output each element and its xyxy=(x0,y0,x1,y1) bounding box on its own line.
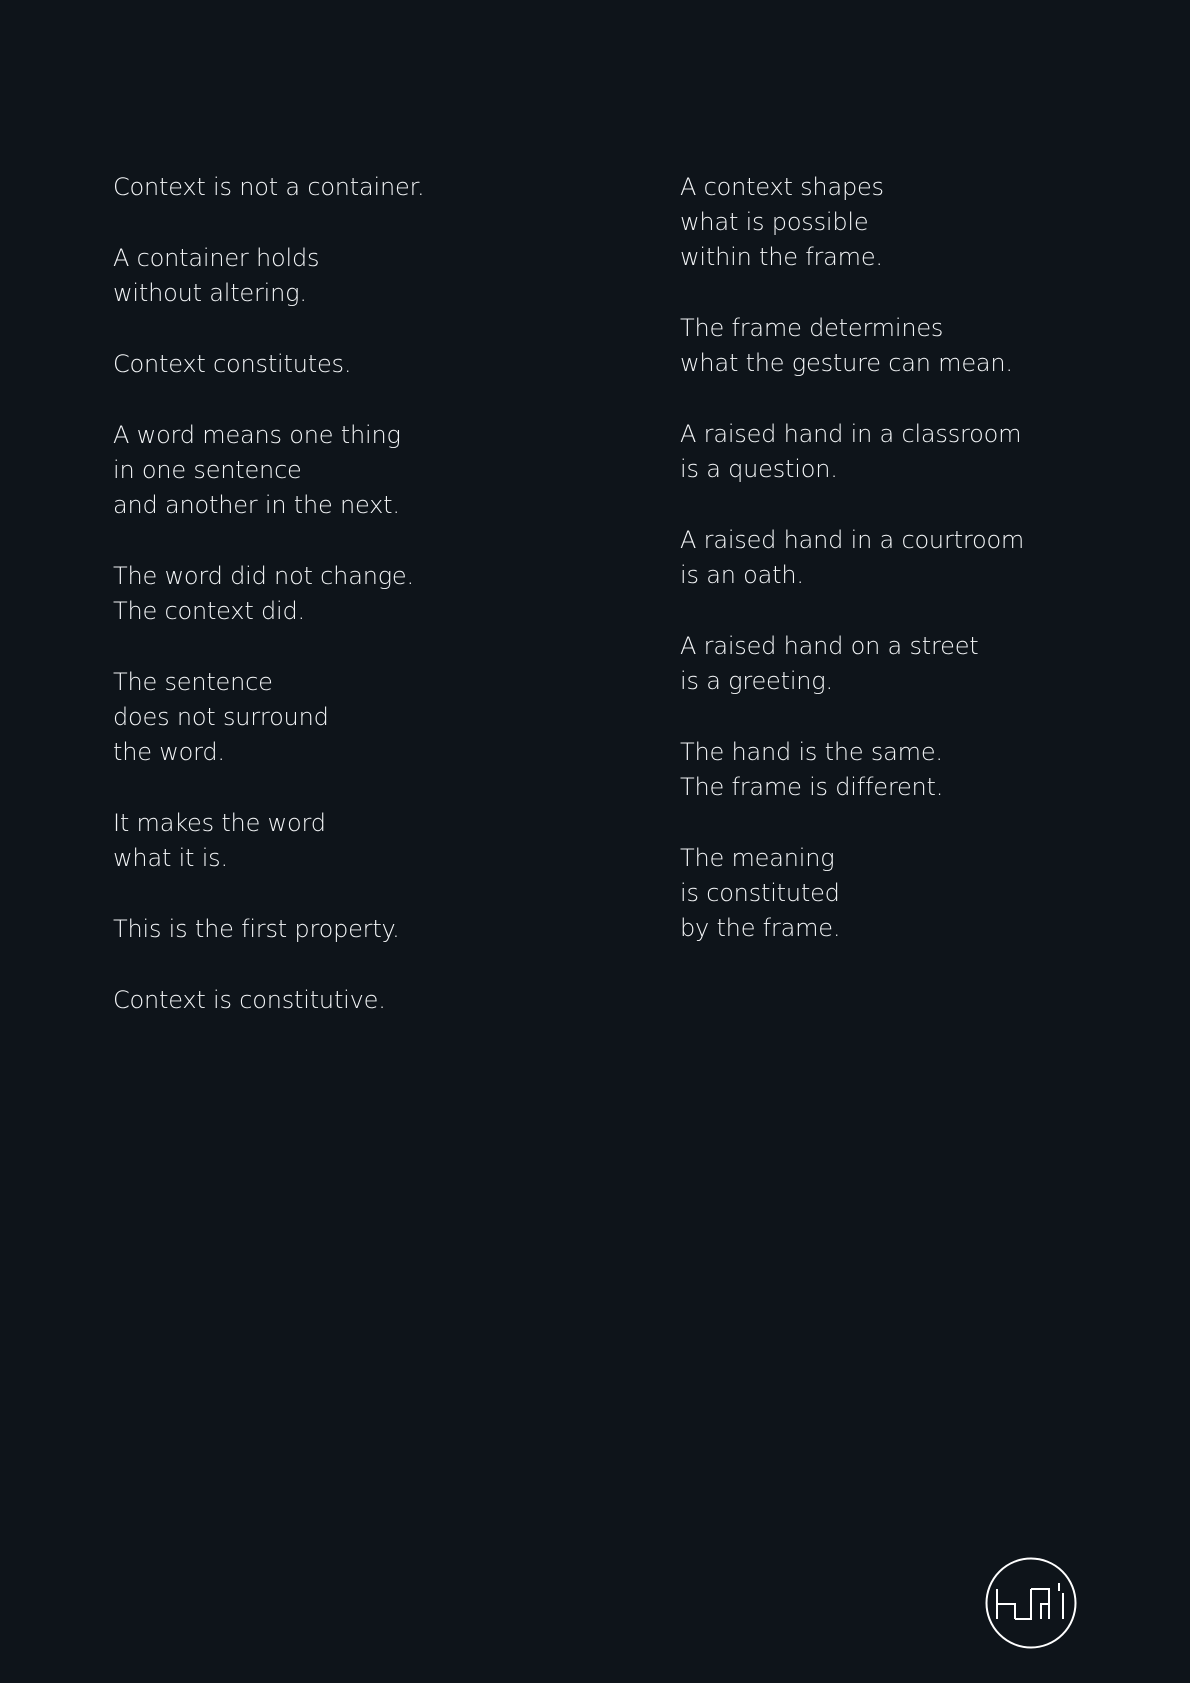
stanza xyxy=(113,806,593,876)
stanza xyxy=(113,347,593,382)
poem-line: the word. xyxy=(113,738,225,766)
poem-line: The meaning xyxy=(680,844,835,872)
poem-line: The hand is the same. xyxy=(680,738,943,766)
stanza xyxy=(680,170,1160,275)
poem-line: The sentence xyxy=(113,668,273,696)
poem-line: by the frame. xyxy=(680,914,841,942)
poem-line: within the frame. xyxy=(680,243,883,271)
logo-letter-l xyxy=(1015,1589,1031,1619)
stanza xyxy=(680,841,1160,946)
stanza xyxy=(680,523,1160,593)
stanza xyxy=(680,417,1160,487)
stanza xyxy=(113,983,593,1018)
poem-line: A raised hand on a street xyxy=(680,632,979,660)
stanza xyxy=(113,170,593,205)
hlai-monogram-logo-icon xyxy=(985,1557,1077,1649)
poem-line: is constituted xyxy=(680,879,840,907)
poem-line: A word means one thing xyxy=(113,421,401,449)
poem-line: what it is. xyxy=(113,844,228,872)
poem-line: what the gesture can mean. xyxy=(680,349,1013,377)
poem-line: A raised hand in a classroom xyxy=(680,420,1022,448)
poem-line: is a greeting. xyxy=(680,667,833,695)
right-column xyxy=(680,170,1160,982)
poem-line: A context shapes xyxy=(680,173,884,201)
stanza xyxy=(680,735,1160,805)
poem-line: This is the first property. xyxy=(113,915,400,943)
poem-line: Context is constitutive. xyxy=(113,986,386,1014)
poem-line: Context constitutes. xyxy=(113,350,352,378)
logo-letter-i xyxy=(1059,1583,1063,1619)
poem-line: is an oath. xyxy=(680,561,804,589)
stanza xyxy=(113,665,593,770)
poem-line: without altering. xyxy=(113,279,307,307)
stanza xyxy=(113,912,593,947)
poem-line: Context is not a container. xyxy=(113,173,425,201)
stanza xyxy=(680,311,1160,381)
stanza xyxy=(680,629,1160,699)
poem-line: The frame determines xyxy=(680,314,944,342)
poem-line: The frame is different. xyxy=(680,773,944,801)
stanza xyxy=(113,559,593,629)
poem-line: A raised hand in a courtroom xyxy=(680,526,1025,554)
poem-line: The context did. xyxy=(113,597,305,625)
poem-line: A container holds xyxy=(113,244,320,272)
poem-line: It makes the word xyxy=(113,809,326,837)
logo-svg xyxy=(985,1557,1077,1649)
poem-line: in one sentence xyxy=(113,456,302,484)
poem-line: and another in the next. xyxy=(113,491,400,519)
poem-line: what is possible xyxy=(680,208,869,236)
stanza xyxy=(113,241,593,311)
logo-letter-h xyxy=(997,1589,1015,1619)
left-column xyxy=(113,170,593,1054)
poem-line: does not surround xyxy=(113,703,329,731)
poem-line: is a question. xyxy=(680,455,838,483)
stanza xyxy=(113,418,593,523)
logo-letter-a xyxy=(1031,1589,1049,1619)
poem-line: The word did not change. xyxy=(113,562,414,590)
